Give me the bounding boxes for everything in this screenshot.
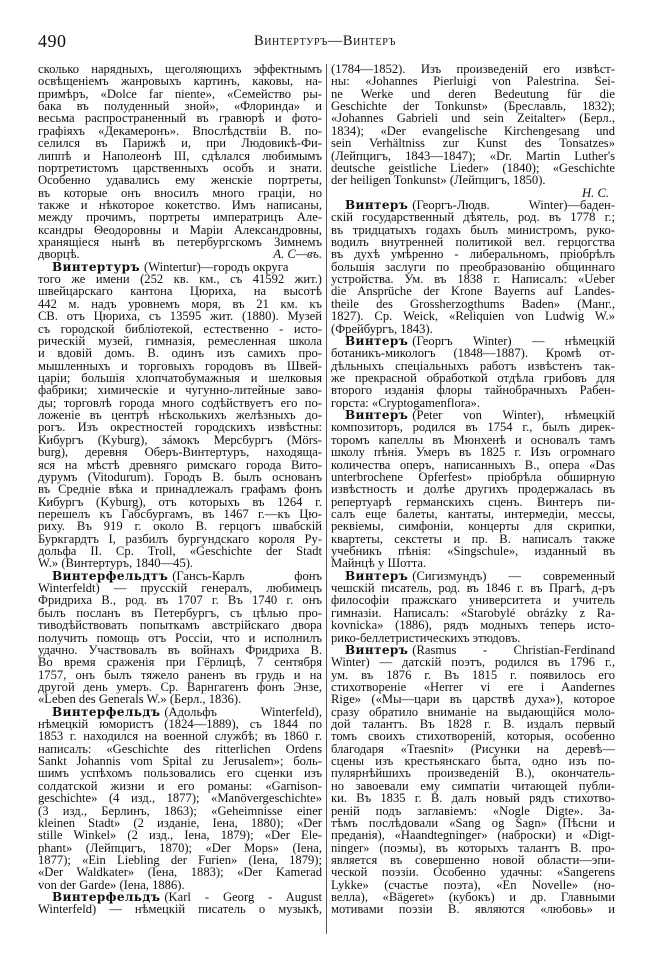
line-text: ум. въ 1876 г. Въ 1815 г. появилось его — [331, 667, 615, 682]
line-text: 1834); «Der evangelische Kirchengesang und — [331, 123, 615, 138]
entry-headword: Винтеръ — [345, 197, 409, 212]
line-text: сцены изъ крестьянскаго быта, одно изъ по- — [331, 754, 615, 769]
line-text: «Leben des Generals W.» (Берл., 1836). — [38, 692, 242, 707]
text-line — [331, 903, 615, 915]
line-text: (Гансъ-Карлъ фонъ — [172, 568, 322, 583]
line-text: (Wintertur)—городъ округа — [144, 259, 289, 274]
line-text: является въ совершенно новой области—эпи- — [331, 853, 615, 867]
line-text: Lykke» (счастье поэта), «En Novelle» (но- — [331, 877, 615, 892]
line-text: въ тридцатыхъ годахъ былъ министромъ, руко- — [331, 222, 615, 237]
line-text: (Георгъ Winter) — нѣмецкій — [412, 333, 615, 348]
entry-headword: Винтертуръ — [52, 259, 140, 274]
line-text: стихотвореніе «Herrer vi ere i Aandernes — [331, 679, 615, 694]
line-text: же прекрасной обработкой отдѣла грибовъ для — [331, 370, 615, 385]
line-text: (1784—1852). Изъ произведеній его извѣст- — [331, 62, 615, 76]
entry-headword: Винтеръ — [345, 333, 409, 348]
line-text: Winterfeld) — нѣмецкій писатель о музыкѣ, — [38, 902, 322, 917]
line-text: портретистомъ царственныхъ особъ и знати. — [38, 160, 322, 175]
line-text: (Rasmus - Christian-Ferdinand — [412, 642, 615, 657]
line-text: тѣмъ послѣдовали «Sang og Sagn» (Пѣсни и — [331, 815, 615, 830]
line-text: пулярнѣйшихъ произведеній В.), окончатель- — [331, 766, 615, 781]
line-text: между прочимъ, портреты императрицъ Але- — [38, 210, 322, 225]
line-text: примѣръ, «Dolce far niente», «Семейство ры- — [38, 86, 322, 101]
line-text: нѣмецкій юмористъ (1824—1889), съ 1844 по — [38, 717, 322, 732]
line-text: графіяхъ «Декамеронъ». Впослѣдствіи В. по- — [38, 123, 322, 138]
line-text: (Karl - Georg - August — [164, 890, 322, 905]
line-text: торомъ капеллы въ Мюнхенѣ и основалъ тамъ — [331, 432, 615, 447]
line-text: томъ своихъ стихотвореній, которыя, особенно — [331, 729, 615, 744]
line-text: композиторъ, родился въ 1754 г., былъ дирек- — [331, 420, 615, 435]
line-text: ne Werke und deren Bedeutung für die — [331, 86, 615, 101]
text-line — [38, 903, 322, 915]
line-text: Winter) — датскій поэтъ, родился въ 1796 г., — [331, 655, 615, 670]
line-text: СВ. отъ Цюриха, съ 13595 жит. (1880). Музей — [38, 309, 322, 324]
line-text: преданія), «Haandtegninger» (наброски) и «Digt- — [331, 828, 615, 843]
line-text: хранящіеся нынѣ въ петербургскомъ Зимнемъ — [38, 235, 322, 250]
line-text: мотивами поэзіи В. являются «любовь» и — [331, 902, 615, 917]
line-text: kleinen Stadt» (2 изданіе, Іена, 1880); «Der — [38, 815, 322, 830]
line-text: 1757, онъ былъ тяжело раненъ въ грудь и на — [38, 667, 322, 682]
line-text: Фридриха В., род. въ 1707 г. Въ 1740 г. онъ — [38, 593, 322, 608]
line-text: рико-беллетристическихъ этюдовъ. — [331, 630, 521, 645]
line-text: burg), деревня Оберъ-Винтертуръ, находяща- — [38, 445, 322, 460]
line-text: велла), «Bägeret» (кубокъ) и др. Главными — [331, 890, 615, 905]
line-text: сразу обратило вниманіе на выдающійся моло- — [331, 704, 615, 719]
line-text: липпѣ и Наполеонѣ III, сдѣлался любимымъ — [38, 148, 322, 163]
line-text: ксандры Θеодоровны и Маріи Александровны, — [38, 222, 322, 237]
line-text: салъ еще балеты, кантаты, интермедіи, мессы, — [331, 506, 615, 521]
line-text: солдатской жизни и его романы: «Garnison- — [38, 778, 322, 793]
line-text: der heiligen Tonkunst» (Лейпцигъ, 1850). — [331, 173, 546, 188]
line-text: W.» (Винтертуръ, 1840—45). — [38, 556, 194, 571]
line-text: количества оперъ, написанныхъ В., опера «Das — [331, 457, 615, 472]
line-text: написалъ: «Geschichte des ritterlichen Ordens — [38, 741, 322, 756]
line-text: съ городской библіотекой, естественно - исто- — [38, 321, 322, 336]
line-text: дворцѣ. — [38, 247, 80, 262]
line-text: извѣстность и долѣе другихъ продержалась въ — [331, 482, 615, 497]
line-text: перешелъ къ Габсбургамъ, въ 1467 г.—къ Цю- — [38, 506, 322, 521]
line-text: (Сигизмундъ) — современный — [412, 568, 615, 583]
line-text: школу пѣнія. Умеръ въ 1825 г. Изъ огромнаго — [331, 445, 615, 460]
line-text: Rige» («Мы—цари въ царствѣ духа»), которое — [331, 692, 615, 707]
line-text: квартеты, секстеты и пр. В. написалъ также — [331, 531, 615, 546]
text-line — [331, 174, 615, 186]
line-text: дой талантъ. Въ 1828 г. В. издалъ первый — [331, 717, 615, 732]
line-text: того же имени (252 кв. км., съ 41592 жит.) — [38, 272, 322, 287]
line-text: дѣльныхъ спеціальныхъ работъ извѣстенъ так- — [331, 358, 615, 373]
line-text: Sankt Johannis vom Spital zu Jerusalem»; боль- — [38, 754, 322, 769]
line-text: 1827). Ср. Weick, «Reliquien von Ludwig W.» — [331, 309, 615, 324]
line-text: яся на мѣстѣ древняго римскаго города Вито- — [38, 457, 322, 472]
author-signature: А. С—въ. — [273, 247, 322, 262]
line-text: deutsche geistliche Lieder» (1840); «Geschichte — [331, 160, 615, 175]
line-text: мышленныхъ и торговыхъ городовъ въ Швей- — [38, 358, 322, 373]
line-text: гимназіи. Написалъ: «Starobylé obrázky z Ra- — [331, 605, 615, 620]
running-title: Винтертуръ—Винтеръ — [253, 33, 397, 49]
column-divider — [326, 64, 327, 934]
line-text: (Адольфъ Winterfeld), — [164, 704, 322, 719]
line-text: (Peter von Winter), нѣмецкій — [412, 408, 615, 423]
line-text: горста: «Cryptogamenflora». — [331, 395, 480, 410]
line-text: дурумъ (Vitodurum). Городъ В. былъ основанъ — [38, 469, 322, 484]
entry-headword: Винтеръ — [345, 408, 409, 423]
entry-headword: Винтерфельдъ — [52, 704, 161, 719]
line-text: освѣщеніемъ жанровыхъ картинъ, каковы, на- — [38, 74, 322, 89]
page-number: 490 — [38, 31, 67, 51]
entry-headword: Винтеръ — [345, 642, 409, 657]
line-text: тиводѣйствовать попыткамъ австрійскаго двора — [38, 618, 322, 633]
line-text: die Ansprüche der Krone Bayerns auf Landes- — [331, 284, 615, 299]
line-text: скій государственный дѣятель, род. въ 1778 г.; — [331, 210, 615, 225]
line-text: ческой поэзіи. Особенно удачны: «Sangerens — [331, 865, 615, 880]
line-text: kovnicka» (1886), рядъ модныхъ теперь исто- — [331, 618, 615, 633]
line-text: (3 изд., Берлинъ, 1863); «Geheimnisse einer — [38, 803, 322, 818]
line-text: другой день умеръ. Ср. Варнгагенъ фонъ Энзе, — [38, 679, 322, 694]
line-text: рогъ. Изъ окрестностей городскихъ извѣстны: — [38, 420, 322, 435]
line-text: въ Средніе вѣка и принадлежалъ графамъ фонъ — [38, 482, 322, 497]
line-text: Geschichte der Tonkunst» (Бреславль, 1832); — [331, 99, 615, 114]
line-text: «Der Waldkater» (Іена, 1883); «Der Kamerad — [38, 865, 322, 880]
line-text: получить помощь отъ Россіи, что и исполнилъ — [38, 630, 322, 645]
line-text: (Лейпцигъ, 1843—1847); «Dr. Martin Luther's — [331, 148, 615, 163]
right-column — [331, 63, 615, 916]
author-signature: Н. С. — [582, 185, 609, 200]
line-text: phant» (Лейпцигъ, 1870); «Der Mops» (Іена, — [38, 840, 322, 855]
line-text: чешскій писатель, род. въ 1846 г. въ Прагѣ, д-ръ — [331, 581, 615, 596]
line-text: ны: «Johannes Pierluigi von Palestrina. Sei- — [331, 74, 615, 89]
line-text: риху. Въ 919 г. около В. герцогъ швабскій — [38, 519, 322, 534]
line-text: швейцарскаго кантона Цюриха, на высотѣ — [38, 284, 322, 299]
line-text: царіи; большія хлопчатобумажныя и шелковыя — [38, 370, 322, 385]
line-text: Буркгардтъ I, разбилъ бургундскаго короля Ру- — [38, 531, 322, 546]
line-text: бака въ полуденный зной», «Флоринда» и — [38, 99, 322, 114]
line-text: реквіемы, симфоніи, концерты для скрипки, — [331, 519, 615, 534]
line-text: stille Winkel» (2 изд., Іена, 1879); «Der Ele- — [38, 828, 322, 843]
line-text: благодаря «Traesnit» (Рисунки на деревѣ— — [331, 741, 615, 756]
entry-headword: Винтеръ — [345, 568, 409, 583]
line-text: шимъ успѣхомъ пользовались его сценки изъ — [38, 766, 322, 781]
line-text: сколько нарядныхъ, щеголяющихъ эффектнымъ — [38, 62, 322, 76]
line-text: ложеніе въ центрѣ нѣсколькихъ желѣзныхъ до- — [38, 408, 322, 423]
line-text: 442 м. надъ уровнемъ моря, въ 21 км. къ — [38, 296, 322, 311]
line-text: sein Verhältniss zur Kunst des Tonsatzes» — [331, 136, 615, 151]
line-text: реній подъ заглавіемъ: «Nogle Digte». За- — [331, 803, 615, 818]
line-text: фабрики; химическіе и чугунно-литейные заво- — [38, 383, 322, 398]
line-text: ninger» (поэмы), въ которыхъ талантъ В. про- — [331, 840, 615, 855]
text-line — [38, 236, 322, 248]
line-text: «Johannes Gabrieli und sein Zeitalter» (Берл., — [331, 111, 615, 126]
line-text: устройства. Ум. въ 1838 г. Написалъ: «Ueber — [331, 272, 615, 287]
line-text: Winterfeldt) — прусскій генералъ, любимецъ — [38, 581, 322, 596]
line-text: ды; торговлѣ города много содѣйствуетъ его по- — [38, 395, 322, 410]
line-text: ботаникъ-микологъ (1848—1887). Кромѣ от- — [331, 346, 615, 361]
line-text: geschichte» (4 изд., 1877); «Manövergeschichte» — [38, 791, 322, 806]
line-text: большія заслуги по преобразованію общиннаго — [331, 259, 615, 274]
line-text: репертуарѣ германскихъ сценъ. Винтеръ пи- — [331, 494, 615, 509]
line-text: Кибургъ (Kyburg), зáмокъ Мерсбургъ (Mörs- — [38, 432, 322, 447]
line-text: (Фрейбургъ, 1843). — [331, 321, 433, 336]
left-column — [38, 63, 322, 916]
line-text: (Георгъ-Людв. Winter)—баден- — [412, 197, 615, 212]
line-text: theile des Grossherzogthums Baden» (Манг., — [331, 296, 615, 311]
line-text: 1877); «Ein Liebling der Furien» (Іена, 1879); — [38, 853, 322, 867]
line-text: въ духѣ умѣренно - либеральномъ, пріобрѣлъ — [331, 247, 615, 262]
line-text: рическій музей, гимназія, ремесленная школа — [38, 333, 322, 348]
line-text: второго изданія флоры тайнобрачныхъ Рабен- — [331, 383, 615, 398]
line-text: въ которые онъ вносилъ много граціи, но — [38, 185, 322, 200]
line-text: Кибургъ (Kyburg), отъ которыхъ въ 1264 г. — [38, 494, 322, 509]
line-text: unterbrochene Opferfest» пріобрѣла обширную — [331, 469, 615, 484]
line-text: также и нѣкоторое кокетство. Имъ написаны, — [38, 197, 322, 212]
line-text: водилъ внутренней политикой вел. герцогства — [331, 235, 615, 250]
line-text: удачно. Участвовалъ въ войнахъ Фридриха В. — [38, 642, 322, 657]
line-text: философіи пражскаго университета и учитель — [331, 593, 615, 608]
line-text: Майнцѣ у Шотта. — [331, 556, 427, 571]
line-text: von der Garde» (Іена, 1886). — [38, 877, 185, 892]
line-text: 1853 г. находился на военной службѣ; въ 1860 г. — [38, 729, 322, 744]
line-text: Во время сраженія при Гёрлицѣ, 7 сентября — [38, 655, 322, 670]
line-text: селился въ Парижѣ и, при Людовикѣ-Фи- — [38, 136, 322, 151]
line-text: и вдовій домъ. В. одинъ изъ самихъ про- — [38, 346, 322, 361]
line-text: ки. Въ 1835 г. В. далъ новый рядъ стихотво- — [331, 791, 615, 806]
line-text: дольфа II. Ср. Troll, «Geschichte der Stadt — [38, 544, 322, 559]
line-text: учебникъ пѣнія: «Singschule», изданный въ — [331, 544, 615, 559]
line-text: весьма распространенный въ гравюрѣ и фото- — [38, 111, 322, 126]
line-text: но завоевали ему симпатіи читающей публи- — [331, 778, 615, 793]
line-text: Особенно удавались ему женскіе портреты, — [38, 173, 322, 188]
line-text: былъ посланъ въ Петербургъ, съ цѣлью про- — [38, 605, 322, 620]
entry-headword: Винтерфельдтъ — [52, 568, 169, 583]
entry-headword: Винтерфельдъ — [52, 890, 161, 905]
